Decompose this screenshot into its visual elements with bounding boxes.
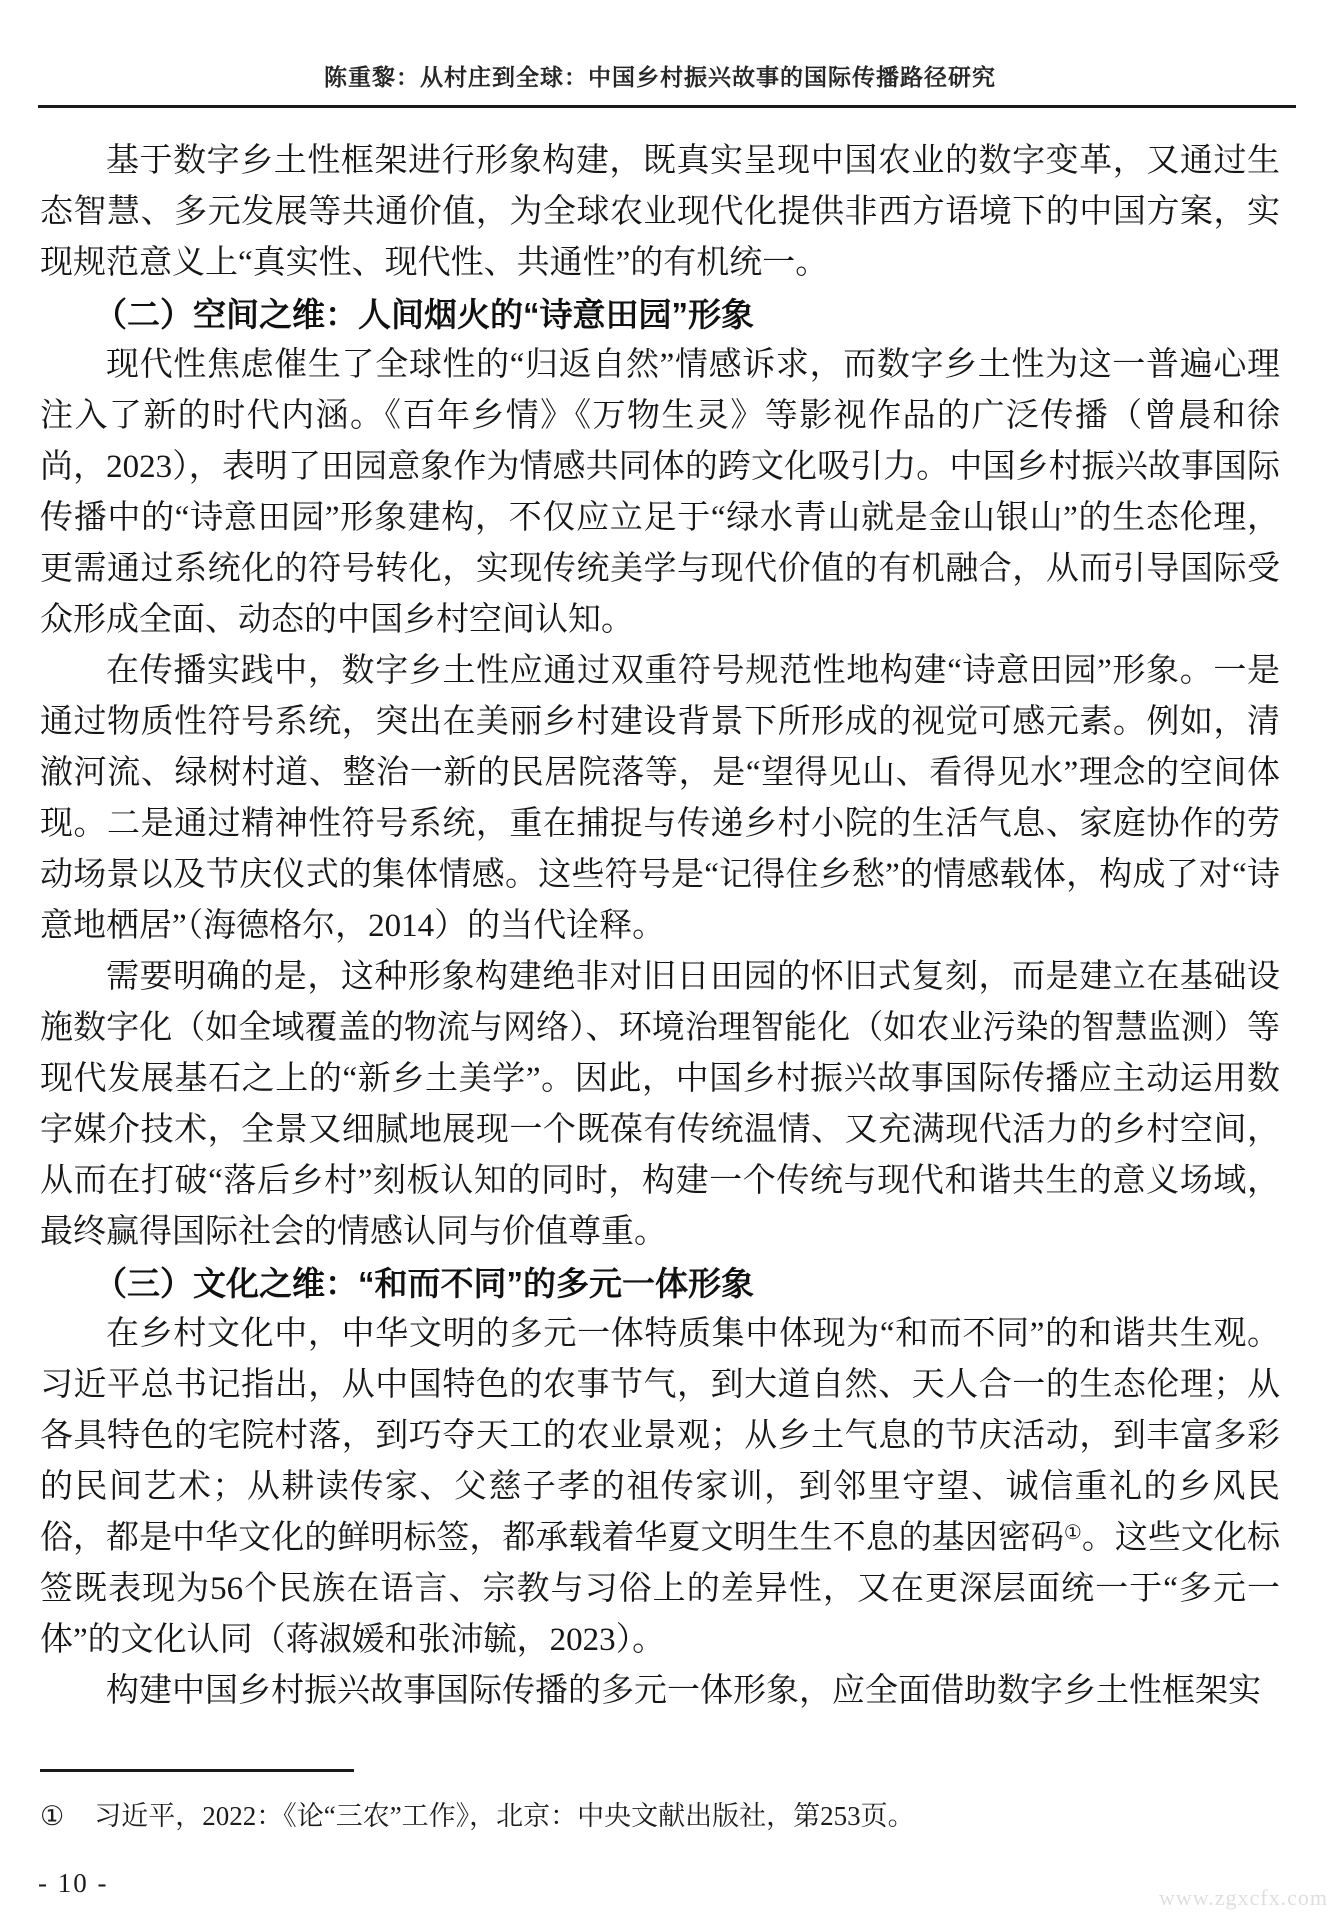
paragraph-3: 在传播实践中，数字乡土性应通过双重符号规范性地构建“诗意田园”形象。一是通过物质性符号系统，突出在美丽乡村建设背景下所形成的视觉可感元素。例如，清澈河流、绿树村道、整治一新的民居院落等，是“望得见山、看得见水”理念的空间体现。二是通过精神性符号系统，重在捕捉与传递乡村小院的生活气息、家庭协作的劳动场景以及节庆仪式的集体情感。这些符号是“记得住乡愁”的情感载体，构成了对“诗意地栖居”（海德格尔，2014）的当代诠释。 bbox=[40, 653, 1280, 944]
section-heading-3: （三）文化之维：“和而不同”的多元一体形象 bbox=[94, 1265, 754, 1302]
header-divider-rule bbox=[38, 105, 1296, 108]
paragraph-5-text-before-note: 在乡村文化中，中华文明的多元一体特质集中体现为“和而不同”的和谐共生观。习近平总书记指出，从中国特色的农事节气，到大道自然、天人合一的生态伦理；从各具特色的宅院村落，到巧夺天工的农业景观；从乡土气息的节庆活动，到丰富多彩的民间艺术；从耕读传家、父慈子孝的祖传家训，到邻里守望、诚信重礼的乡风民俗，都是中华文化的鲜明标签，都承载着华夏文明生生不息的基因密码 bbox=[40, 1316, 1280, 1556]
site-watermark: www.zgxcfx.com bbox=[1159, 1885, 1328, 1910]
page-body bbox=[40, 136, 1280, 1717]
paragraph-6: 构建中国乡村振兴故事国际传播的多元一体形象，应全面借助数字乡土性框架实 bbox=[106, 1673, 1261, 1709]
page-number: - 10 - bbox=[38, 1868, 109, 1898]
paragraph-5 bbox=[40, 1309, 1280, 1666]
footnote bbox=[40, 1796, 1280, 1836]
footnote-separator-rule bbox=[40, 1769, 354, 1772]
paragraph-4: 需要明确的是，这种形象构建绝非对旧日田园的怀旧式复刻，而是建立在基础设施数字化（如全域覆盖的物流与网络）、环境治理智能化（如农业污染的智慧监测）等现代发展基石之上的“新乡土美学”。因此，中国乡村振兴故事国际传播应主动运用数字媒介技术，全景又细腻地展现一个既葆有传统温情、又充满现代活力的乡村空间，从而在打破“落后乡村”刻板认知的同时，构建一个传统与现代和谐共生的意义场域，最终赢得国际社会的情感认同与价值尊重。 bbox=[40, 959, 1280, 1250]
footnote-text: 习近平，2022：《论“三农”工作》，北京：中央文献出版社，第253页。 bbox=[94, 1801, 915, 1831]
paragraph-2: 现代性焦虑催生了全球性的“归返自然”情感诉求，而数字乡土性为这一普遍心理注入了新的时代内涵。《百年乡情》《万物生灵》等影视作品的广泛传播（曾晨和徐尚，2023），表明了田园意象作为情感共同体的跨文化吸引力。中国乡村振兴故事国际传播中的“诗意田园”形象建构，不仅应立足于“绿水青山就是金山银山”的生态伦理，更需通过系统化的符号转化，实现传统美学与现代价值的有机融合，从而引导国际受众形成全面、动态的中国乡村空间认知。 bbox=[40, 347, 1280, 638]
paragraph-1: 基于数字乡土性框架进行形象构建，既真实呈现中国农业的数字变革，又通过生态智慧、多元发展等共通价值，为全球农业现代化提供非西方语境下的中国方案，实现规范意义上“真实性、现代性、共通性”的有机统一。 bbox=[40, 143, 1280, 281]
running-header-title: 陈重黎：从村庄到全球：中国乡村振兴故事的国际传播路径研究 bbox=[324, 64, 996, 90]
footnote-reference-superscript: ① bbox=[1063, 1522, 1082, 1544]
paragraph-5-text-after-note: 。这些文化标签既表现为56个民族在语言、宗教与习俗上的差异性，又在更深层面统一于“多元一体”的文化认同（蒋淑媛和张沛毓，2023）。 bbox=[40, 1520, 1281, 1658]
footnote-marker: ① bbox=[40, 1801, 65, 1831]
section-heading-2: （二）空间之维：人间烟火的“诗意田园”形象 bbox=[94, 296, 754, 333]
